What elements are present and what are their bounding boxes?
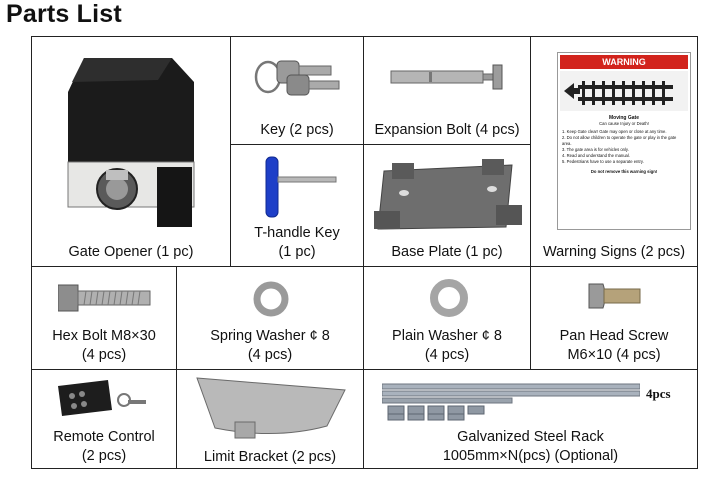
cell-expansion-bolt xyxy=(363,36,531,145)
warning-line: 3. The gate area is for vehicles only. xyxy=(562,147,629,152)
cell-key xyxy=(230,36,364,145)
cell-pan-head-screw xyxy=(530,266,698,370)
pan-head-screw-image xyxy=(587,281,643,311)
cell-spring-washer xyxy=(176,266,364,370)
warning-sign-image xyxy=(557,52,691,230)
gate-arrow-icon xyxy=(560,71,688,111)
remote-control-image xyxy=(54,376,154,420)
cell-t-handle-key xyxy=(230,144,364,267)
warning-sign-subtext: Can cause Injury or Death! xyxy=(599,121,649,126)
cell-warning-signs xyxy=(530,36,698,267)
cell-plain-washer xyxy=(363,266,531,370)
key-label: Key (2 pcs) xyxy=(260,122,334,138)
warning-sign-heading: WARNING xyxy=(560,55,688,69)
cell-limit-bracket xyxy=(176,369,364,469)
spring-washer-label: Spring Washer ¢ 8 (4 pcs) xyxy=(210,328,330,363)
plain-washer-image xyxy=(430,279,468,317)
cell-hex-bolt xyxy=(31,266,177,370)
warning-line: 4. Read and understand the manual. xyxy=(562,153,630,158)
spring-washer-image xyxy=(253,281,289,317)
remote-control-label: Remote Control (2 pcs) xyxy=(53,429,155,464)
galvanized-rack-label: Galvanized Steel Rack 1005mm×N(pcs) (Optional) xyxy=(442,429,619,464)
cell-base-plate xyxy=(363,144,531,267)
cell-gate-opener xyxy=(31,36,231,267)
hex-bolt-image xyxy=(58,281,153,315)
warning-line: 5. Pedestrians have to use a separate entry. xyxy=(562,159,644,164)
t-handle-key-image xyxy=(256,153,341,223)
warning-sign-footer: Do not remove this warning sign! xyxy=(590,169,658,174)
cell-galvanized-rack xyxy=(363,369,698,469)
limit-bracket-label: Limit Bracket (2 pcs) xyxy=(203,449,337,465)
cell-remote-control xyxy=(31,369,177,469)
rack-quantity-badge: 4pcs xyxy=(646,386,671,401)
expansion-bolt-label: Expansion Bolt (4 pcs) xyxy=(374,122,520,138)
gate-opener-image xyxy=(62,52,202,232)
base-plate-label: Base Plate (1 pc) xyxy=(391,244,503,260)
limit-bracket-image xyxy=(195,376,347,446)
warning-line: 2. Do not allow children to operate the gate or play in the gate area. xyxy=(562,135,677,146)
plain-washer-label: Plain Washer ¢ 8 (4 pcs) xyxy=(392,328,502,363)
gate-opener-label: Gate Opener (1 pc) xyxy=(68,244,194,260)
base-plate-image xyxy=(374,157,522,237)
warning-signs-label: Warning Signs (2 pcs) xyxy=(542,244,686,260)
key-image xyxy=(251,51,346,103)
warning-sign-subheading: Moving Gate xyxy=(608,115,639,121)
pan-head-screw-label: Pan Head Screw M6×10 (4 pcs) xyxy=(559,328,669,363)
galvanized-rack-image xyxy=(382,382,640,422)
expansion-bolt-image xyxy=(389,62,509,92)
warning-line: 1. Keep Gate clear! Gate may open or close at any time. xyxy=(562,129,667,134)
page-title: Parts List xyxy=(6,0,122,28)
t-handle-key-label: T-handle Key (1 pc) xyxy=(254,225,340,260)
hex-bolt-label: Hex Bolt M8×30 (4 pcs) xyxy=(52,328,156,363)
